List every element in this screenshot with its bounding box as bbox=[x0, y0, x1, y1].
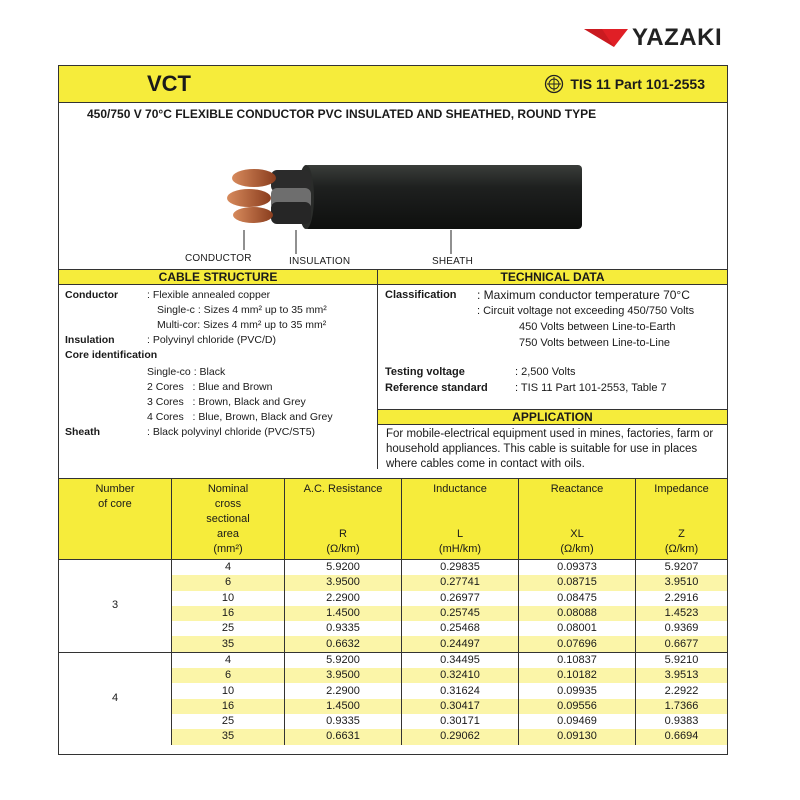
header-area: Nominal cross sectional area (mm²) bbox=[172, 479, 285, 560]
area-cell: 25 bbox=[172, 714, 285, 729]
table-row bbox=[59, 560, 727, 576]
impedance-cell: 5.9210 bbox=[636, 652, 728, 668]
header-inductance: Inductance L (mH/km) bbox=[402, 479, 519, 560]
conductor-label: Conductor bbox=[65, 289, 119, 301]
conductor-multi: Multi-cor: Sizes 4 mm² up to 35 mm² bbox=[157, 319, 327, 331]
reactance-cell: 0.07696 bbox=[519, 636, 636, 652]
column-divider bbox=[377, 269, 378, 469]
cable-subtitle: 450/750 V 70°C FLEXIBLE CONDUCTOR PVC INSULATED AND SHEATHED, ROUND TYPE bbox=[87, 107, 597, 121]
inductance-cell: 0.25745 bbox=[402, 606, 519, 621]
table-header-row bbox=[59, 479, 727, 560]
title-bar bbox=[59, 66, 727, 103]
resistance-cell: 0.6631 bbox=[285, 729, 402, 744]
resistance-cell: 1.4500 bbox=[285, 699, 402, 714]
reference-standard-label: Reference standard bbox=[385, 382, 488, 394]
area-cell: 4 bbox=[172, 560, 285, 576]
core-3: 3 Cores : Brown, Black and Grey bbox=[147, 396, 306, 408]
electrical-spec-table bbox=[59, 478, 727, 745]
impedance-cell: 1.4523 bbox=[636, 606, 728, 621]
reactance-cell: 0.09556 bbox=[519, 699, 636, 714]
application-header: APPLICATION bbox=[377, 409, 727, 425]
resistance-cell: 5.9200 bbox=[285, 652, 402, 668]
reactance-cell: 0.08001 bbox=[519, 621, 636, 636]
classification-2: : Circuit voltage not exceeding 450/750 Volts bbox=[477, 305, 695, 317]
testing-voltage-label: Testing voltage bbox=[385, 366, 465, 378]
cable-structure-header: CABLE STRUCTURE bbox=[59, 269, 377, 285]
impedance-cell: 2.2922 bbox=[636, 683, 728, 698]
resistance-cell: 3.9500 bbox=[285, 668, 402, 683]
resistance-cell: 5.9200 bbox=[285, 560, 402, 576]
inductance-cell: 0.25468 bbox=[402, 621, 519, 636]
area-cell: 16 bbox=[172, 699, 285, 714]
inductance-cell: 0.24497 bbox=[402, 636, 519, 652]
reactance-cell: 0.09373 bbox=[519, 560, 636, 576]
area-cell: 25 bbox=[172, 621, 285, 636]
classification-1: : Maximum conductor temperature 70°C bbox=[477, 288, 690, 302]
inductance-cell: 0.32410 bbox=[402, 668, 519, 683]
cable-drawing bbox=[59, 130, 727, 270]
resistance-cell: 2.2900 bbox=[285, 591, 402, 606]
technical-data-header: TECHNICAL DATA bbox=[377, 269, 727, 285]
area-cell: 6 bbox=[172, 668, 285, 683]
insulation-value: : Polyvinyl chloride (PVC/D) bbox=[147, 334, 276, 346]
inductance-cell: 0.29835 bbox=[402, 560, 519, 576]
sheath-value: : Black polyvinyl chloride (PVC/ST5) bbox=[147, 426, 316, 438]
conductor-value: : Flexible annealed copper bbox=[147, 289, 271, 301]
resistance-cell: 0.6632 bbox=[285, 636, 402, 652]
core-id-label: Core identification bbox=[65, 349, 158, 361]
impedance-cell: 3.9510 bbox=[636, 575, 728, 590]
header-cores: Number of core bbox=[59, 479, 172, 560]
inductance-cell: 0.29062 bbox=[402, 729, 519, 744]
area-cell: 10 bbox=[172, 683, 285, 698]
reactance-cell: 0.09935 bbox=[519, 683, 636, 698]
conductor-single: Single-c : Sizes 4 mm² up to 35 mm² bbox=[157, 304, 327, 316]
area-cell: 16 bbox=[172, 606, 285, 621]
testing-voltage-value: : 2,500 Volts bbox=[515, 366, 576, 378]
header-impedance: Impedance Z (Ω/km) bbox=[636, 479, 728, 560]
insulation-label: Insulation bbox=[65, 334, 115, 346]
product-title: VCT bbox=[147, 71, 191, 96]
reactance-cell: 0.10182 bbox=[519, 668, 636, 683]
reactance-cell: 0.10837 bbox=[519, 652, 636, 668]
core-single: Single-co : Black bbox=[147, 366, 226, 378]
core-count-cell: 4 bbox=[59, 652, 172, 744]
classification-4: 750 Volts between Line-to-Line bbox=[519, 337, 671, 349]
application-text: For mobile-electrical equipment used in mines, factories, farm or household appliances. This cable is suitable for use in places where cables come in contact with oils. bbox=[386, 428, 714, 470]
impedance-cell: 0.9383 bbox=[636, 714, 728, 729]
area-cell: 10 bbox=[172, 591, 285, 606]
insulation-callout: INSULATION bbox=[289, 256, 351, 267]
reactance-cell: 0.08088 bbox=[519, 606, 636, 621]
datasheet bbox=[58, 65, 728, 755]
yazaki-logo bbox=[584, 24, 734, 52]
inductance-cell: 0.34495 bbox=[402, 652, 519, 668]
resistance-cell: 0.9335 bbox=[285, 714, 402, 729]
brand-name: YAZAKI bbox=[632, 24, 723, 51]
impedance-cell: 0.6677 bbox=[636, 636, 728, 652]
impedance-cell: 0.9369 bbox=[636, 621, 728, 636]
resistance-cell: 2.2900 bbox=[285, 683, 402, 698]
inductance-cell: 0.31624 bbox=[402, 683, 519, 698]
cable-illustration bbox=[59, 130, 727, 270]
spec-table-body bbox=[59, 560, 727, 745]
reactance-cell: 0.09469 bbox=[519, 714, 636, 729]
impedance-cell: 0.6694 bbox=[636, 729, 728, 744]
tis-certification-icon bbox=[544, 74, 564, 94]
classification-label: Classification bbox=[385, 289, 457, 301]
inductance-cell: 0.30171 bbox=[402, 714, 519, 729]
yazaki-wing-icon bbox=[584, 27, 628, 49]
area-cell: 35 bbox=[172, 729, 285, 744]
header-reactance: Reactance XL (Ω/km) bbox=[519, 479, 636, 560]
reactance-cell: 0.08475 bbox=[519, 591, 636, 606]
impedance-cell: 3.9513 bbox=[636, 668, 728, 683]
inductance-cell: 0.27741 bbox=[402, 575, 519, 590]
resistance-cell: 1.4500 bbox=[285, 606, 402, 621]
classification-3: 450 Volts between Line-to-Earth bbox=[519, 321, 676, 333]
resistance-cell: 0.9335 bbox=[285, 621, 402, 636]
impedance-cell: 1.7366 bbox=[636, 699, 728, 714]
impedance-cell: 5.9207 bbox=[636, 560, 728, 576]
inductance-cell: 0.30417 bbox=[402, 699, 519, 714]
table-row bbox=[59, 652, 727, 668]
sheath-callout: SHEATH bbox=[432, 256, 474, 267]
reactance-cell: 0.08715 bbox=[519, 575, 636, 590]
area-cell: 6 bbox=[172, 575, 285, 590]
core-2: 2 Cores : Blue and Brown bbox=[147, 381, 273, 393]
core-count-cell: 3 bbox=[59, 560, 172, 653]
header-resistance: A.C. Resistance R (Ω/km) bbox=[285, 479, 402, 560]
conductor-callout: CONDUCTOR bbox=[185, 253, 252, 264]
inductance-cell: 0.26977 bbox=[402, 591, 519, 606]
area-cell: 35 bbox=[172, 636, 285, 652]
reference-standard-value: : TIS 11 Part 101-2553, Table 7 bbox=[515, 382, 667, 394]
resistance-cell: 3.9500 bbox=[285, 575, 402, 590]
reactance-cell: 0.09130 bbox=[519, 729, 636, 744]
sheath-label: Sheath bbox=[65, 426, 101, 438]
core-4: 4 Cores : Blue, Brown, Black and Grey bbox=[147, 411, 333, 423]
area-cell: 4 bbox=[172, 652, 285, 668]
standard-label: TIS 11 Part 101-2553 bbox=[570, 76, 705, 92]
impedance-cell: 2.2916 bbox=[636, 591, 728, 606]
